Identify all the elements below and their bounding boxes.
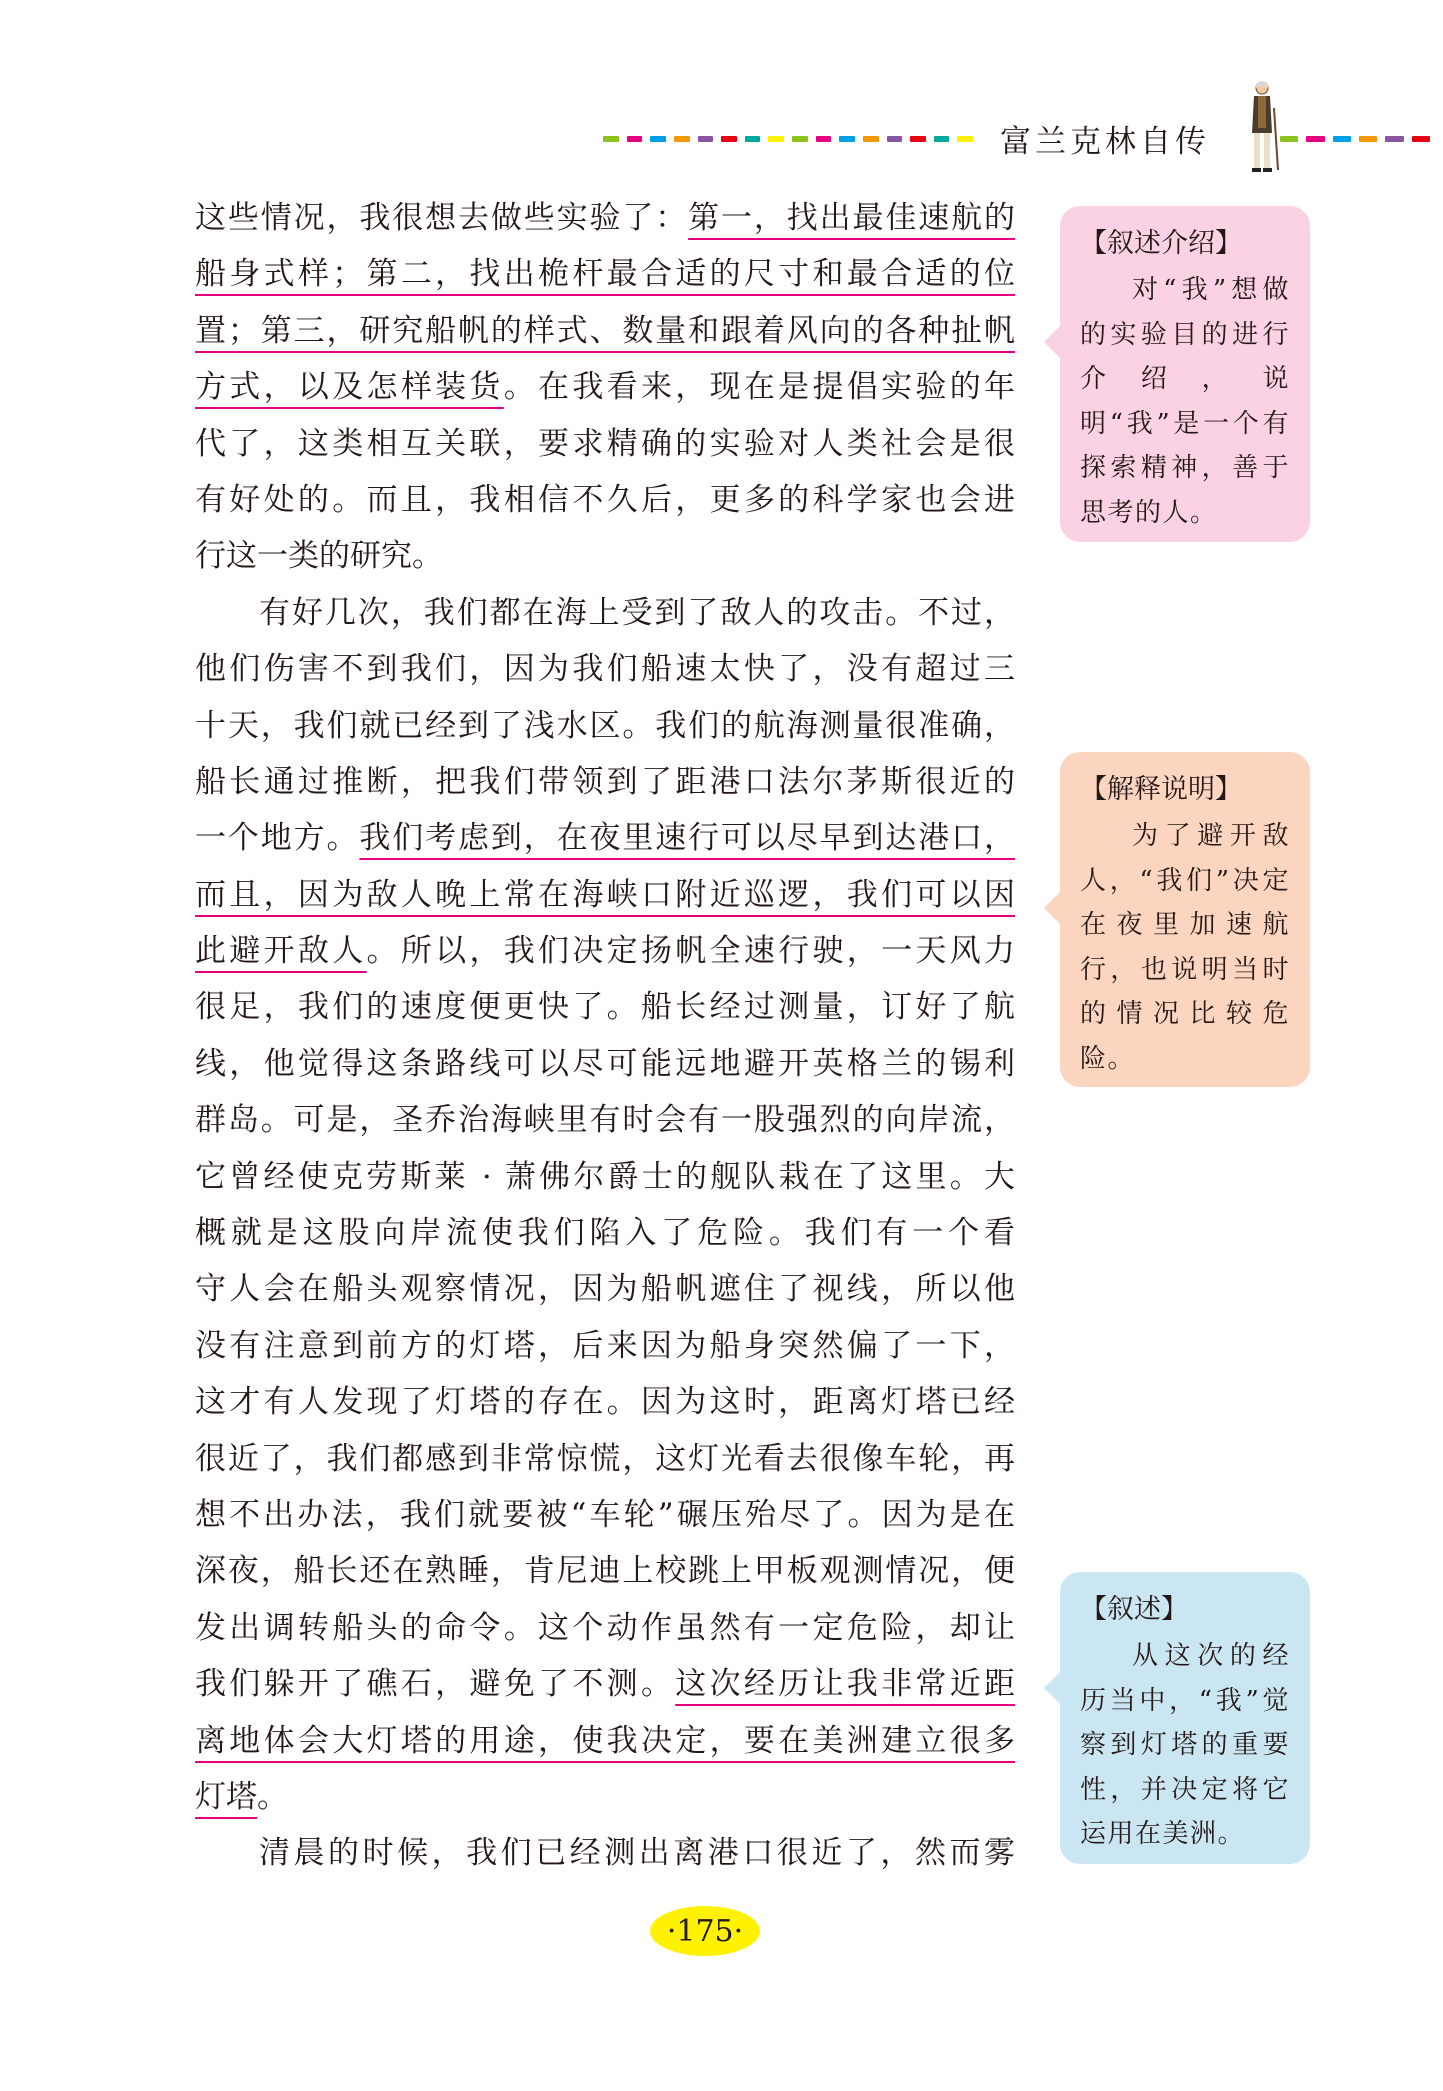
header-dash xyxy=(863,136,879,142)
text-line: 概就是这股向岸流使我们陷入了危险。我们有一个看 xyxy=(195,1215,1015,1252)
text-line: 离地体会大灯塔的用途，使我决定，要在美洲建立很多 xyxy=(195,1722,1015,1759)
text-line: 没有注意到前方的灯塔，后来因为船身突然偏了一下， xyxy=(195,1327,1015,1364)
note-text: 对“我”想做的实验目的进行介绍，说明“我”是一个有探索精神，善于思考的人。 xyxy=(1080,275,1290,528)
header-dash xyxy=(627,136,643,142)
header-dash xyxy=(745,136,761,142)
franklin-figure-icon xyxy=(1238,78,1284,178)
text-line: 守人会在船头观察情况，因为船帆遮住了视线，所以他 xyxy=(195,1271,1015,1308)
note-title: 【叙述】 xyxy=(1080,1594,1188,1625)
text-line: 灯塔。 xyxy=(195,1778,288,1815)
text-line: 它曾经使克劳斯莱 · 萧佛尔爵士的舰队栽在了这里。大 xyxy=(195,1158,1015,1195)
header-dash xyxy=(721,136,737,142)
text-line: 行这一类的研究。 xyxy=(195,538,443,575)
header-dash xyxy=(603,136,619,142)
header-dash xyxy=(674,136,690,142)
text-line: 而且，因为敌人晚上常在海峡口附近巡逻，我们可以因 xyxy=(195,876,1015,913)
text-line: 想不出办法，我们就要被“车轮”碾压殆尽了。因为是在 xyxy=(195,1496,1015,1533)
header-dash xyxy=(792,136,808,142)
text-line: 船身式样；第二，找出桅杆最合适的尺寸和最合适的位 xyxy=(195,256,1015,293)
text-line: 很近了，我们都感到非常惊慌，这灯光看去很像车轮，再 xyxy=(195,1440,1015,1477)
header-dash xyxy=(816,136,832,142)
text-line: 深夜，船长还在熟睡，肯尼迪上校跳上甲板观测情况，便 xyxy=(195,1553,1015,1590)
text-line: 这才有人发现了灯塔的存在。因为这时，距离灯塔已经 xyxy=(195,1384,1015,1421)
note-text: 为了避开敌人，“我们”决定在夜里加速航行，也说明当时的情况比较危险。 xyxy=(1080,821,1290,1074)
header-dash xyxy=(1412,136,1430,142)
header-dash xyxy=(1306,136,1324,142)
note-title: 【叙述介绍】 xyxy=(1080,228,1242,259)
header-dash xyxy=(1359,136,1377,142)
running-header-title: 富兰克林自传 xyxy=(1000,124,1210,160)
text-line: 十天，我们就已经到了浅水区。我们的航海测量很准确， xyxy=(195,707,1015,744)
side-note-narration xyxy=(1060,1572,1310,1864)
text-line: 发出调转船头的命令。这个动作虽然有一定危险，却让 xyxy=(195,1609,1015,1646)
text-line: 一个地方。我们考虑到，在夜里速行可以尽早到达港口， xyxy=(195,820,1015,857)
header-dash xyxy=(839,136,855,142)
text-line: 置；第三，研究船帆的样式、数量和跟着风向的各种扯帆 xyxy=(195,312,1015,349)
text-line: 他们伤害不到我们，因为我们船速太快了，没有超过三 xyxy=(195,651,1015,688)
text-line: 群岛。可是，圣乔治海峡里有时会有一股强烈的向岸流， xyxy=(195,1102,1015,1139)
note-text: 从这次的经历当中，“我”觉察到灯塔的重要性，并决定将它运用在美洲。 xyxy=(1080,1641,1290,1849)
text-line: 船长通过推断，把我们带领到了距港口法尔茅斯很近的 xyxy=(195,763,1015,800)
header-dash xyxy=(957,136,973,142)
text-line: 此避开敌人。所以，我们决定扬帆全速行驶，一天风力 xyxy=(195,933,1016,970)
text-line: 有好处的。而且，我相信不久后，更多的科学家也会进 xyxy=(195,481,1015,518)
header-dash xyxy=(934,136,950,142)
header-dash xyxy=(698,136,714,142)
header-decoration-right xyxy=(1280,136,1430,144)
header-decoration-left xyxy=(603,136,973,144)
text-line: 代了，这类相互关联，要求精确的实验对人类社会是很 xyxy=(195,425,1015,462)
text-line: 清晨的时候，我们已经测出离港口很近了，然而雾 xyxy=(259,1835,1015,1872)
side-note-explanation xyxy=(1060,752,1310,1087)
page-number: ·175· xyxy=(650,1906,760,1956)
text-line: 这些情况，我很想去做些实验了：第一，找出最佳速航的 xyxy=(195,200,1015,236)
text-line: 很足，我们的速度便更快了。船长经过测量，订好了航 xyxy=(195,989,1015,1026)
header-dash xyxy=(768,136,784,142)
text-line: 我们躲开了礁石，避免了不测。这次经历让我非常近距 xyxy=(195,1666,1016,1703)
header-dash xyxy=(650,136,666,142)
text-line: 方式，以及怎样装货。在我看来，现在是提倡实验的年 xyxy=(195,369,1016,406)
header-dash xyxy=(1280,136,1298,142)
header-dash xyxy=(1385,136,1403,142)
header-dash xyxy=(1333,136,1351,142)
side-note-narration-intro xyxy=(1060,206,1310,542)
header-dash xyxy=(887,136,903,142)
text-line: 有好几次，我们都在海上受到了敌人的攻击。不过， xyxy=(259,594,1015,631)
header-dash xyxy=(910,136,926,142)
main-text xyxy=(195,190,1015,1882)
text-line: 线，他觉得这条路线可以尽可能远地避开英格兰的锡利 xyxy=(195,1045,1015,1082)
note-title: 【解释说明】 xyxy=(1080,774,1242,805)
